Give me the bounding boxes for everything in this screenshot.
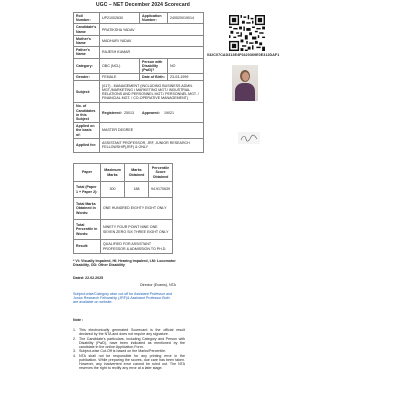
qr-code-text: 032C07CAD313E4F0420369E0E312DAF1 — [207, 53, 280, 57]
gender-label: Gender: — [74, 74, 100, 81]
roll-value: UP21002630 — [100, 13, 140, 24]
total-paper-label: Total (Paper 1 + Paper 2): — [74, 182, 101, 198]
max-marks: 300 — [101, 182, 125, 198]
candidate-photo — [232, 65, 258, 101]
candidates-label: No. of Candidates in this Subject — [74, 103, 100, 123]
director-text: Director (Exams), NTA — [140, 283, 176, 287]
note-item — [73, 349, 185, 353]
candidates-cell — [100, 103, 204, 123]
scorecard-title: UGC – NET December 2024 Scorecard — [96, 2, 190, 8]
subject-label: Subject: — [74, 81, 100, 103]
gender-value: FEMALE — [100, 74, 140, 81]
note-number: 4. — [73, 354, 76, 359]
applied-for-value: ASSISTANT PROFESSOR, JRF, JUNIOR RESEARCH FELLOWSHIP(JRF) & ONLY — [100, 138, 204, 152]
name-value: PRATIKSHA YADAV — [100, 24, 204, 35]
marks-table — [73, 163, 173, 254]
pwd-label: Person with Disability (PwD)? — [140, 58, 168, 74]
note-number: 3. — [73, 349, 76, 354]
note-text: This electronically generated Scorecard is the official result declared by the NTA and does not require any signature. — [79, 328, 185, 337]
dated-text: Dated: 22.02.2025 — [73, 276, 104, 280]
qr-code — [229, 15, 265, 51]
registered-label: Registered: — [102, 110, 122, 115]
father-label: Father's Name — [74, 47, 100, 58]
percentile-words-value: NINETY FOUR POINT NINE ONE SEVEN ZERO SIX THREE EIGHT ONLY — [101, 220, 173, 240]
note-heading: Note : — [73, 318, 84, 322]
father-value: RAJESH KUMAR — [100, 47, 204, 58]
header-percentile: Percentile Score Obtained — [149, 164, 173, 182]
cutoff-note: Subject-wise/Category wise cut-off for Assistant Professor and Junior Research Fellowship (JRF)& Assistant Professor Both are available on website. — [73, 292, 173, 305]
note-number: 1. — [73, 328, 76, 332]
roll-label: Roll Number: — [74, 13, 100, 24]
mother-value: MADHURI YADAV — [100, 35, 204, 46]
appeared-label: Appeared: — [142, 110, 160, 115]
note-text: Subject-wise Cut-Off is based on the Marks/Percentile. — [79, 349, 167, 354]
marks-words-value: ONE HUNDRED EIGHTY EIGHT ONLY — [101, 198, 173, 220]
result-label: Result: — [74, 240, 101, 254]
appeared-value: 19021 — [164, 110, 174, 115]
subject-value: (017) - MANAGEMENT (INCLUDING BUSINESS ADMN. MGT./MARKETING / MARKETING MGT./ INDUSTRIAL RELATIONS AND PERSONNEL MGT./ PERSONNEL MGT. / FINANCIAL MGT. / CO-OPERATIVE MANAGEMENT) — [100, 81, 204, 103]
percentile-words-label: Total Percentile in Words: — [74, 220, 101, 240]
application-label: Application Number: — [140, 13, 168, 24]
category-label: Category: — [74, 58, 100, 74]
note-text: NTA shall not be responsible for any printing error in the publication. While preparing the scores, due care has been taken. However, any inadvertent error cannot be ruled out. The NTA reserves the right to rectify any error at a later stage. — [79, 354, 185, 371]
note-number: 2. — [73, 336, 76, 341]
category-value: OBC (NCL) — [100, 58, 140, 74]
disability-note: * VI: Visually Impaired, HI: Hearing Impaired, LM: Locomotor Disability, OD: Other Disability — [73, 259, 176, 268]
mother-label: Mother's Name — [74, 35, 100, 46]
marks-obtained: 188 — [125, 182, 149, 198]
applied-basis-label: Applied on the basis of: — [74, 123, 100, 139]
note-item — [73, 337, 185, 349]
dob-label: Date of Birth: — [140, 74, 168, 81]
note-item — [73, 354, 185, 370]
header-obtained: Marks Obtained — [125, 164, 149, 182]
pwd-value: NO — [168, 58, 204, 74]
dob-value: 23-03-1999 — [168, 74, 204, 81]
notes-list — [73, 328, 185, 371]
application-value: 240520019014 — [168, 13, 204, 24]
name-label: Candidate's Name — [74, 24, 100, 35]
applied-basis-value: MASTER DEGREE — [100, 123, 204, 139]
note-item — [73, 328, 185, 336]
registered-value: 25013 — [124, 110, 134, 115]
applied-for-label: Applied for: — [74, 138, 100, 152]
candidate-signature — [238, 132, 260, 144]
percentile-score: 94.9170639 — [149, 182, 173, 198]
candidate-info-table — [73, 12, 204, 153]
result-value: QUALIFIED FOR ASSISTANT PROFESSOR & ADMISSION TO PH.D. — [101, 240, 173, 254]
note-text: The Candidate's particulars, including Category and Person with Disability (PwD), have been indicated as mentioned by the candidate in the online Application Form. — [79, 336, 185, 349]
header-max: Maximum Marks — [101, 164, 125, 182]
header-paper: Paper — [74, 164, 101, 182]
marks-words-label: Total Marks Obtained in Words: — [74, 198, 101, 220]
